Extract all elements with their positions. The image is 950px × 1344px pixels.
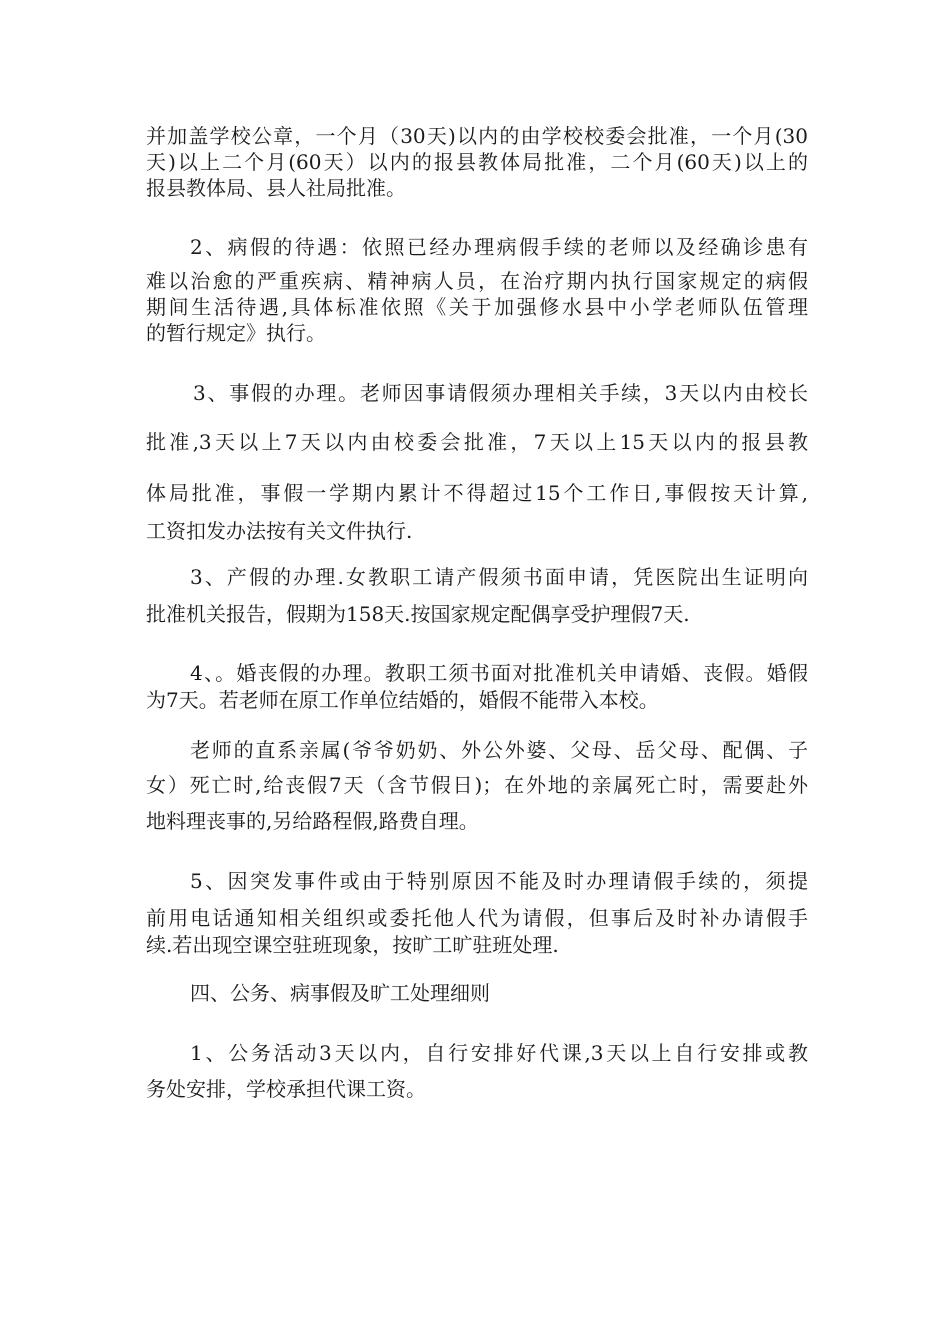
paragraph-line: 工资扣发办法按有关文件执行. — [146, 519, 413, 543]
paragraph-line: 续.若出现空课空驻班现象，按旷工旷驻班处理. — [146, 933, 559, 957]
paragraph-line: 3、产假的办理.女教职工请产假须书面申请，凭医院出生证明向 — [190, 565, 808, 589]
paragraph-line: 地料理丧事的,另给路程假,路费自理。 — [146, 809, 479, 833]
paragraph-line: 老师的直系亲属(爷爷奶奶、外公外婆、父母、岳父母、配偶、子 — [190, 738, 808, 762]
paragraph-line: 报县教体局、县人社局批准。 — [146, 176, 406, 200]
section-heading: 四、公务、病事假及旷工处理细则 — [190, 981, 490, 1005]
paragraph-line: 女）死亡时,给丧假7天（含节假日)；在外地的亲属死亡时，需要赴外 — [146, 773, 808, 797]
paragraph-line: 批准机关报告，假期为158天.按国家规定配偶享受护理假7天. — [146, 602, 690, 626]
paragraph-line: 体局批准，事假一学期内累计不得超过15个工作日,事假按天计算, — [146, 481, 808, 505]
paragraph-line: 的暂行规定》执行。 — [146, 321, 326, 345]
paragraph-line: 为7天。若老师在原工作单位结婚的，婚假不能带入本校。 — [146, 688, 659, 712]
paragraph-line: 1、公务活动3天以内，自行安排好代课,3天以上自行安排或教 — [190, 1041, 808, 1065]
paragraph-line: 前用电话通知相关组织或委托他人代为请假，但事后及时补办请假手 — [146, 906, 808, 930]
paragraph-line: 4、。婚丧假的办理。教职工须书面对批准机关申请婚、丧假。婚假 — [190, 661, 808, 685]
paragraph-line: 并加盖学校公章，一个月（30天)以内的由学校校委会批准，一个月(30 — [146, 124, 808, 148]
paragraph-line: 3、事假的办理。老师因事请假须办理相关手续，3天以内由校长 — [193, 381, 808, 405]
paragraph-line: 务处安排，学校承担代课工资。 — [146, 1077, 426, 1101]
paragraph-line: 天)以上二个月(60天）以内的报县教体局批准，二个月(60天)以上的 — [146, 150, 808, 174]
paragraph-line: 5、因突发事件或由于特别原因不能及时办理请假手续的，须提 — [190, 869, 808, 893]
paragraph-line: 批准,3天以上7天以内由校委会批准，7天以上15天以内的报县教 — [146, 430, 808, 454]
paragraph-line: 2、病假的待遇：依照已经办理病假手续的老师以及经确诊患有 — [190, 235, 808, 259]
paragraph-line: 期间生活待遇,具体标准依照《关于加强修水县中小学老师队伍管理 — [146, 295, 808, 319]
paragraph-line: 难以治愈的严重疾病、精神病人员，在治疗期内执行国家规定的病假 — [146, 269, 808, 293]
